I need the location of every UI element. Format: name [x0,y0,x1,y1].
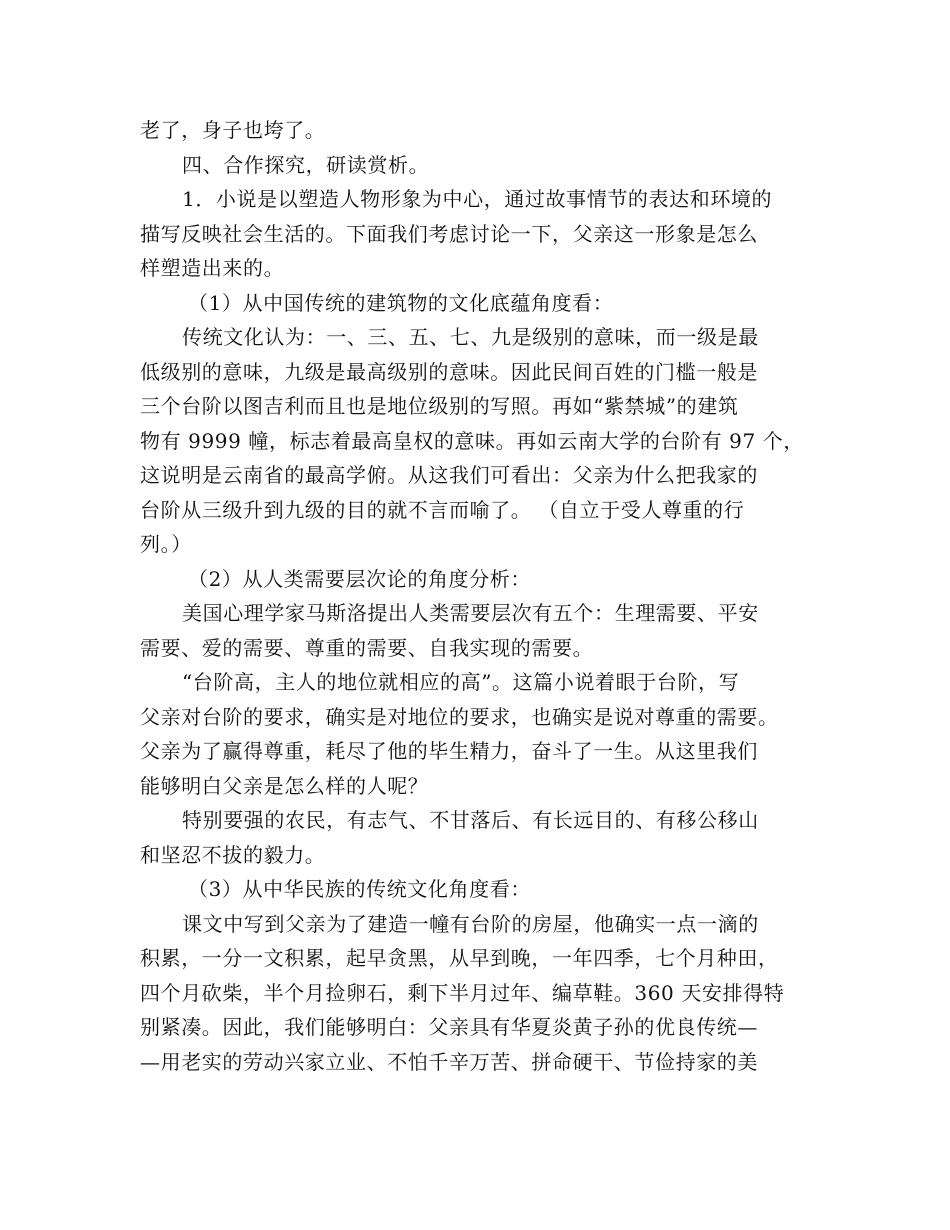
text-line: 台阶从三级升到九级的目的就不言而喻了。 （自立于受人尊重的行 [140,497,745,522]
text-line: 四个月砍柴，半个月捡卵石，剩下半月过年、编草鞋。360 天安排得特 [140,980,785,1005]
text-line: 描写反映社会生活的。下面我们考虑讨论一下，父亲这一形象是怎么 [140,221,758,246]
text-line: 列。） [140,532,192,556]
subsection-heading: （3）从中华民族的传统文化角度看： [188,877,531,901]
body-text [140,113,820,1079]
text-line: 物有 9999 幢，标志着最高皇权的意味。再如云南大学的台阶有 97 个， [140,428,804,453]
section-heading: 四、合作探究，研读赏析。 [182,152,430,177]
text-line: 父亲为了赢得尊重，耗尽了他的毕生精力，奋斗了一生。从这里我们 [140,739,758,763]
text-line: 这说明是云南省的最高学俯。从这我们可看出：父亲为什么把我家的 [140,463,758,487]
paragraph-start: “台阶高，主人的地位就相应的高”。这篇小说着眼于台阶，写 [182,670,740,694]
paragraph-start: 课文中写到父亲为了建造一幢有台阶的房屋，他确实一点一滴的 [182,911,759,936]
text-line: 样塑造出来的。 [140,256,285,280]
text-line: 和坚忍不拔的毅力。 [140,842,326,867]
text-line: —用老实的劳动兴家立业、不怕千辛万苦、拼命硬干、节俭持家的美 [140,1049,758,1074]
subsection-heading: （1）从中国传统的建筑物的文化底蕴角度看： [188,290,614,315]
paragraph-start: 美国心理学家马斯洛提出人类需要层次有五个：生理需要、平安 [182,601,759,625]
text-line: 别紧凑。因此，我们能够明白：父亲具有华夏炎黄子孙的优良传统— [140,1015,758,1039]
text-line: 需要、爱的需要、尊重的需要、自我实现的需要。 [140,635,594,660]
text-line: 积累，一分一文积累，起早贪黑，从早到晚，一年四季，七个月种田， [140,946,779,970]
paragraph-start: 特别要强的农民，有志气、不甘落后、有长远目的、有移公移山 [182,808,759,832]
text-line: 老了，身子也垮了。 [140,118,326,142]
text-line: 能够明白父亲是怎么样的人呢？ [140,773,429,798]
text-line: 低级别的意味，九级是最高级别的意味。因此民间百姓的门槛一般是 [140,359,758,384]
text-line: 三个台阶以图吉利而且也是地位级别的写照。再如“紫禁城”的建筑 [140,394,739,418]
text-line: 父亲对台阶的要求，确实是对地位的要求，也确实是说对尊重的需要。 [140,704,779,729]
question-paragraph: 1．小说是以塑造人物形象为中心，通过故事情节的表达和环境的 [182,187,773,211]
subsection-heading: （2）从人类需要层次论的角度分析： [188,566,531,591]
paragraph-start: 传统文化认为：一、三、五、七、九是级别的意味，而一级是最 [182,325,759,349]
